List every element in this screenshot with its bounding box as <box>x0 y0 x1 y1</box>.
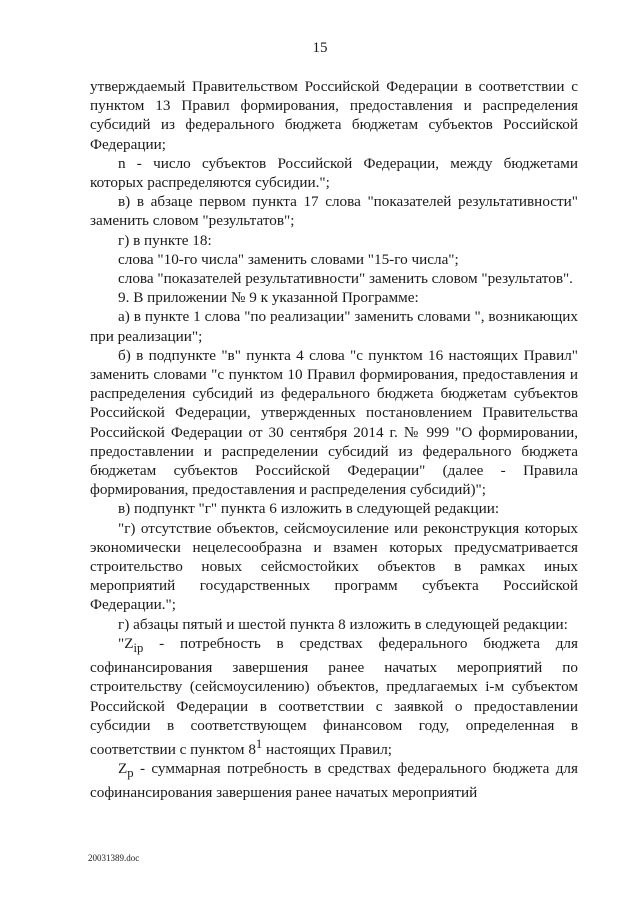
footer-filename: 20031389.doc <box>88 853 140 863</box>
paragraph: в) подпункт "г" пункта 6 изложить в следующей редакции: <box>118 500 500 518</box>
document-body <box>90 77 578 803</box>
formula-text: настоящих Правил; <box>262 741 392 758</box>
paragraph: слова "показателей результативности" заменить словом "результатов". <box>118 270 573 288</box>
paragraph: в) в абзаце первом пункта 17 слова "показателей результативности" заменить словом "результатов"; <box>90 193 578 230</box>
page-number: 15 <box>312 40 328 56</box>
paragraph: "г) отсутствие объектов, сейсмоусиление или реконструкция которых экономически нецелесообразна и взамен которых предусматривается строительство новых сейсмостойких объектов в рамках иных мероприятий государственных программ субъекта Российской Федерации."; <box>90 519 578 614</box>
paragraph: слова "10-го числа" заменить словами "15-го числа"; <box>118 250 459 268</box>
paragraph: г) в пункте 18: <box>118 231 212 249</box>
formula-subscript: p <box>127 766 134 781</box>
formula-superscript: 1 <box>255 736 263 751</box>
formula-symbol: Z <box>124 634 134 652</box>
formula-text: - потребность в средствах федерального бюджета для софинансирования завершения ранее начатых мероприятий по строительству (сейсмоусилению) объектов, предлагаемых i-м субъектом Российской Федерации в соответствии с заявкой о предоставлении субсидии в соответствующем финансовом году, определенная в соответствии с пунктом 8 <box>90 634 578 758</box>
paragraph: г) абзацы пятый и шестой пункта 8 изложить в следующей редакции: <box>118 615 568 633</box>
formula-symbol: Z <box>118 760 128 778</box>
paragraph: а) в пункте 1 слова "по реализации" заменить словами ", возникающих при реализации"; <box>90 308 578 345</box>
paragraph: 9. В приложении № 9 к указанной Программе: <box>118 289 419 307</box>
paragraph: n - число субъектов Российской Федерации, между бюджетами которых распределяются субсидии."; <box>90 154 578 192</box>
paragraph: б) в подпункте "в" пункта 4 слова "с пунктом 16 настоящих Правил" заменить словами "с пунктом 10 Правил формирования, предоставления и распределения субсидий из федерального бюджета бюджетам субъектов Российской Федерации, утвержденных постановлением Правительства Российской Федерации от 30 сентября 2014 г. № 999 "О формировании, предоставлении и распределении субсидий из федерального бюджета бюджетам субъектов Российской Федерации" (далее - Правила формирования, предоставления и распределения субсидий)"; <box>90 346 578 499</box>
paragraph: утверждаемый Правительством Российской Федерации в соответствии с пунктом 13 Правил формирования, предоставления и распределения субсидий из федерального бюджета бюджетам субъектов Российской Федерации; <box>90 78 578 153</box>
formula-subscript: ip <box>133 640 144 655</box>
formula-paragraph-zip: "$Z_{ip}$ - потребность в средствах федерального бюджета для софинансирования завершения ранее начатых мероприятий по строительству (сейсмоусилению) объектов, предлагаемых i-м субъектом Российской Федерации в соответствии с заявкой о предоставлении субсидии в соответствующем финансовом году, определенная в соответствии с пунктом $8^1$ настоящих Правил; <box>90 634 578 758</box>
formula-text: - суммарная потребность в средствах федерального бюджета для софинансирования завершения ранее начатых мероприятий <box>90 760 578 802</box>
formula-paragraph-zp <box>90 759 578 802</box>
